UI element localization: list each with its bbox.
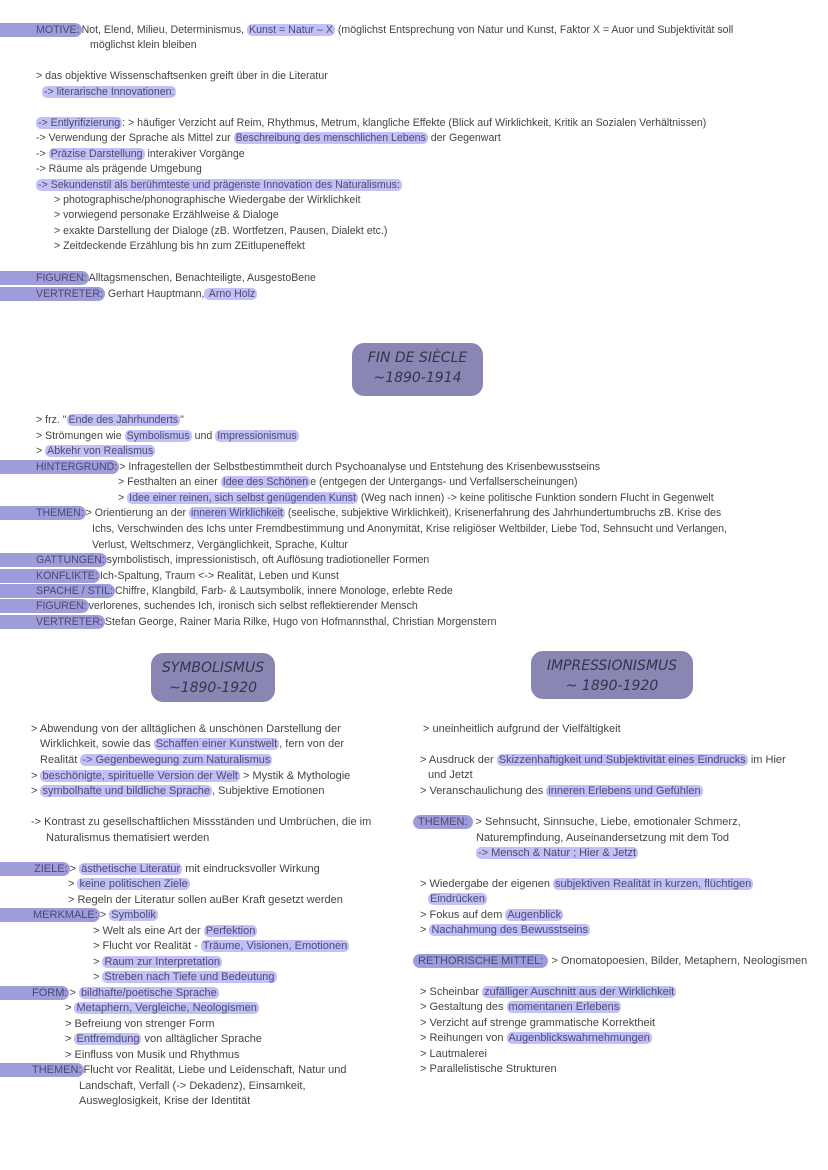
note-text: Alltagsmenschen, Benachteiligte, AusgestoBene	[88, 272, 316, 284]
highlighted-text: subjektiven Realität in kurzen, flüchtigen	[555, 878, 752, 890]
highlighted-text: -> Mensch & Natur ; Hier & Jetzt	[478, 847, 637, 859]
note-text: > Einfluss von Musik und Rhythmus	[65, 1049, 240, 1061]
note-text: , fern von der	[279, 738, 345, 750]
note-text: > Flucht vor Realität -	[93, 940, 201, 952]
note-text: Ausweglosigkeit, Krise der Identität	[79, 1095, 251, 1107]
highlighted-text: Träume, Visionen, Emotionen	[202, 940, 348, 952]
note-text: Stefan George, Rainer Maria Rilke, Hugo von Hofmannsthal, Christian Morgenstern	[104, 616, 497, 628]
note-text: > Reihungen von	[420, 1032, 507, 1044]
note-text: > Welt als eine Art der	[93, 925, 204, 937]
highlighted-text: Augenblick	[507, 909, 562, 921]
note-line	[420, 908, 563, 923]
note-text: der Gegenwart	[427, 132, 501, 144]
highlighted-text: Streben nach Tiefe und Bedeutung	[104, 971, 275, 983]
highlighted-text: momentanen Erlebens	[508, 1001, 620, 1013]
note-line	[36, 131, 501, 146]
note-text: im Hier	[747, 754, 786, 766]
note-line-gattungen	[36, 553, 429, 568]
note-line-form	[32, 986, 219, 1001]
highlighted-text: Metaphern, Vergleiche, Neologismen	[76, 1002, 257, 1014]
note-text: verlorenes, suchendes Ich, ironisch sich selbst reflektierender Mensch	[88, 600, 418, 612]
note-line	[54, 208, 279, 223]
note-text: > frz. "	[36, 414, 67, 426]
note-line	[79, 1094, 250, 1109]
highlighted-text: bildhafte/poetische Sprache	[80, 987, 217, 999]
highlighted-text: Symbolismus	[126, 430, 190, 442]
section-label: THEMEN:	[0, 506, 86, 520]
note-text: > Gestaltung des	[420, 1001, 507, 1013]
highlighted-text: Eindrücken	[430, 893, 486, 905]
highlighted-text: Idee einer reinen, sich selbst genügenden Kunst	[129, 492, 356, 504]
note-text: Gerhart Hauptmann,	[104, 288, 205, 300]
highlighted-text: Idee des Schönen	[222, 476, 309, 488]
note-line	[92, 522, 727, 537]
note-text: von alltäglicher Sprache	[141, 1033, 262, 1045]
note-line	[420, 877, 753, 892]
highlighted-text: Symbolik	[111, 909, 156, 921]
note-line	[79, 1079, 306, 1094]
section-label: HINTERGRUND:	[0, 460, 119, 474]
note-line	[476, 831, 729, 846]
note-line	[420, 923, 590, 938]
note-text: Realität	[40, 754, 81, 766]
note-line	[31, 784, 325, 799]
note-text: möglichst klein bleiben	[90, 39, 197, 51]
note-text: Naturempfindung, Auseinandersetzung mit dem Tod	[476, 832, 729, 844]
note-text: > Wiedergabe der eigenen	[420, 878, 554, 890]
section-period: ~ 1890-1920	[565, 678, 659, 694]
note-line	[93, 924, 257, 939]
note-line	[54, 239, 305, 254]
note-line	[93, 939, 349, 954]
section-label: VERTRETER:	[0, 615, 105, 629]
section-label: SPACHE / STIL:	[0, 584, 115, 598]
note-line-vertreter	[36, 615, 497, 630]
highlighted-text: Präzise Darstellung	[50, 148, 143, 160]
note-line	[93, 970, 277, 985]
section-label: GATTUNGEN:	[0, 553, 107, 567]
note-text: > vorwiegend personake Erzählweise & Dialoge	[54, 209, 279, 221]
section-label: FORM:	[0, 986, 69, 1000]
note-text: symbolistisch, impressionistisch, oft Auflösung tradiotioneller Formen	[106, 554, 430, 566]
note-line	[40, 737, 344, 752]
highlighted-text: Perfektion	[205, 925, 256, 937]
note-line	[40, 753, 272, 768]
highlighted-text: Skizzenhaftigkeit und Subjektivität eines Eindrucks	[498, 754, 746, 766]
section-label: RETHORISCHE MITTEL:	[413, 954, 548, 968]
note-line	[420, 1016, 655, 1031]
note-text: interakiver Vorgänge	[144, 148, 245, 160]
note-text: Landschaft, Verfall (-> Dekadenz), Einsamkeit,	[79, 1080, 306, 1092]
highlighted-text: Beschreibung des menschlichen Lebens	[235, 132, 426, 144]
section-title: SYMBOLISMUS	[161, 660, 265, 676]
note-line	[65, 1001, 259, 1016]
note-text: >	[31, 770, 41, 782]
highlighted-text: beschönigte, spirituelle Version der Welt	[42, 770, 238, 782]
highlighted-text: -> literarische Innovationen:	[44, 86, 175, 98]
note-line	[54, 193, 361, 208]
note-line-figuren	[36, 599, 418, 614]
note-line	[36, 162, 202, 177]
note-text: >	[93, 956, 103, 968]
note-text: >	[65, 1033, 75, 1045]
section-label: FIGUREN:	[0, 271, 89, 285]
highlighted-text: ästhetische Literatur	[81, 863, 181, 875]
note-text: und Jetzt	[428, 769, 473, 781]
section-label: FIGUREN:	[0, 599, 89, 613]
note-line-hintergrund	[36, 460, 600, 475]
highlighted-text: Raum zur Interpretation	[104, 956, 221, 968]
note-line	[36, 444, 155, 459]
section-title-symbolismus	[151, 653, 275, 702]
section-title-fin-de-siecle	[352, 343, 483, 396]
note-text: > Lautmalerei	[420, 1048, 487, 1060]
note-line-sprache-stil	[36, 584, 453, 599]
note-line	[65, 1017, 215, 1032]
section-title-impressionismus	[531, 651, 693, 699]
note-line-merkmale	[33, 908, 158, 923]
section-period: ~1890-1920	[168, 680, 258, 696]
note-line	[36, 69, 328, 84]
highlighted-text: Augenblickswahrnehmungen	[508, 1032, 650, 1044]
note-line	[36, 429, 299, 444]
highlighted-text: -> Sekundenstil als berühmteste und prägenste Innovation des Naturalismus:	[38, 179, 400, 191]
highlighted-text: Entfremdung	[76, 1033, 140, 1045]
note-text: >	[31, 785, 41, 797]
section-label: MERKMALE:	[0, 908, 100, 922]
note-line	[420, 1000, 621, 1015]
note-text: >	[36, 445, 46, 457]
note-text: > Scheinbar	[420, 986, 483, 998]
note-line	[90, 38, 197, 53]
note-line	[68, 893, 343, 908]
note-text: > das objektive Wissenschaftsenken greift über in die Literatur	[36, 70, 328, 82]
note-line	[68, 877, 190, 892]
section-label: THEMEN:	[0, 1063, 84, 1077]
highlighted-text: Schaffen einer Kunstwelt	[155, 738, 278, 750]
note-line	[423, 722, 621, 737]
note-text: Not, Elend, Milieu, Determinismus,	[81, 24, 247, 36]
note-line-konflikte	[36, 569, 339, 584]
note-line	[36, 147, 245, 162]
note-text: Ichs, Verschwinden des Ichs unter Fremdbestimmung und Anonymität, Krise religiöser Weltbilder, Liebe Tod, Sehnsucht und Verlangen,	[92, 523, 727, 535]
note-text: -> Kontrast zu gesellschaftlichen Missständen und Umbrüchen, die im	[31, 816, 372, 828]
note-text: > Festhalten an einer	[118, 476, 221, 488]
note-line	[31, 722, 341, 737]
note-line-motive	[36, 23, 733, 38]
note-text: > Fokus auf dem	[420, 909, 506, 921]
note-text: ->	[36, 148, 49, 160]
note-line	[420, 985, 676, 1000]
section-label: KONFLIKTE:	[0, 569, 100, 583]
note-line-rhetorische-mittel	[419, 954, 807, 969]
note-line	[42, 85, 176, 100]
note-line	[36, 413, 184, 428]
note-line-themen	[36, 506, 721, 521]
highlighted-text: symbolhafte und bildliche Sprache	[42, 785, 211, 797]
note-line	[420, 753, 786, 768]
note-line-themen	[419, 815, 741, 830]
highlighted-text: -> Entlyrifizierung	[38, 117, 121, 129]
note-text: > exakte Darstellung der Dialoge (zB. Wortfetzen, Pausen, Dialekt etc.)	[54, 225, 388, 237]
note-line-figuren	[36, 271, 316, 286]
note-text: > Regeln der Literatur sollen auBer Kraft gesetzt werden	[68, 894, 343, 906]
note-line	[36, 178, 402, 193]
note-line	[420, 1047, 487, 1062]
section-label: VERTRETER:	[0, 287, 105, 301]
note-line	[65, 1048, 240, 1063]
highlighted-text: inneren Erlebens und Gefühlen	[548, 785, 701, 797]
note-line	[118, 475, 578, 490]
note-line	[428, 892, 487, 907]
note-line	[428, 768, 473, 783]
note-line	[420, 1062, 557, 1077]
highlighted-text: Nachahmung des Bewusstseins	[431, 924, 589, 936]
note-text: Verlust, Weltschmerz, Vergänglichkeit, Sprache, Kultur	[92, 539, 348, 551]
highlighted-text: Abkehr von Realismus	[47, 445, 154, 457]
note-text: >	[69, 987, 79, 999]
note-line	[31, 815, 371, 830]
note-text: > uneinheitlich aufgrund der Vielfältigkeit	[423, 723, 621, 735]
note-line	[65, 1032, 262, 1047]
highlighted-text: Ende des Jahrhunderts	[68, 414, 179, 426]
note-text: > Onomatopoesien, Bilder, Metaphern, Neologismen	[548, 955, 808, 967]
note-text: > Mystik & Mythologie	[239, 770, 351, 782]
note-text: Ich-Spaltung, Traum <-> Realität, Leben und Kunst	[99, 570, 339, 582]
highlighted-text: zufälliger Auschnitt aus der Wirklichkeit	[484, 986, 675, 998]
section-title: FIN DE SIÈCLE	[367, 350, 468, 366]
note-text: > Sehnsucht, Sinnsuche, Liebe, emotionaler Schmerz,	[472, 816, 741, 828]
note-text: -> Räume als prägende Umgebung	[36, 163, 202, 175]
note-text: > Infragestellen der Selbstbestimmtheit durch Psychoanalyse und Entstehung des Krisenbewusstseins	[119, 461, 601, 473]
note-line-ziele	[34, 862, 320, 877]
note-text: mit eindrucksvoller Wirkung	[182, 863, 320, 875]
note-text: >	[69, 863, 80, 875]
note-line-themen	[32, 1063, 346, 1078]
note-line	[93, 955, 222, 970]
note-text: > Abwendung von der alltäglichen & unschönen Darstellung der	[31, 723, 341, 735]
section-label: MOTIVE:	[0, 23, 82, 37]
note-text: >	[118, 492, 128, 504]
note-text: >	[93, 971, 103, 983]
note-line	[54, 224, 387, 239]
note-text: : > häufiger Verzicht auf Reim, Rhythmus, Metrum, klangliche Effekte (Blick auf Wirklichkeit, Kritik an Sozialen Verhältnissen)	[122, 117, 707, 129]
note-line	[31, 769, 350, 784]
note-line	[92, 538, 348, 553]
note-text: > Befreiung von strenger Form	[65, 1018, 215, 1030]
note-text: >	[65, 1002, 75, 1014]
note-text: >	[99, 909, 110, 921]
note-line	[46, 831, 209, 846]
note-text: und	[191, 430, 216, 442]
note-text: "	[180, 414, 184, 426]
note-text: > Parallelistische Strukturen	[420, 1063, 557, 1075]
highlighted-text: Arno Holz	[206, 288, 256, 300]
highlighted-text: -> Gegenbewegung zum Naturalismus	[82, 754, 271, 766]
note-text: > Strömungen wie	[36, 430, 125, 442]
note-text: (Weg nach innen) -> keine politische Funktion sondern Flucht in Gegenwelt	[357, 492, 714, 504]
note-text: > Orientierung an der	[85, 507, 190, 519]
note-text: > Verzicht auf strenge grammatische Korrektheit	[420, 1017, 656, 1029]
note-text: Flucht vor Realität, Liebe und Leidenschaft, Natur und	[83, 1064, 347, 1076]
note-text: Wirklichkeit, sowie das	[40, 738, 154, 750]
note-text: > Ausdruck der	[420, 754, 497, 766]
note-text: >	[68, 878, 78, 890]
note-text: > Zeitdeckende Erzählung bis hn zum ZEitlupeneffekt	[54, 240, 305, 252]
note-line-vertreter	[36, 287, 257, 302]
note-text: -> Verwendung der Sprache als Mittel zur	[36, 132, 234, 144]
note-text: > photographische/phonographische Wiedergabe der Wirklichkeit	[54, 194, 361, 206]
highlighted-text: Impressionismus	[217, 430, 297, 442]
highlighted-text: inneren Wirklichkeit	[191, 507, 283, 519]
highlighted-text: keine politischen Ziele	[79, 878, 188, 890]
note-line	[36, 116, 706, 131]
note-line	[420, 1031, 652, 1046]
note-text: >	[420, 924, 430, 936]
section-title: IMPRESSIONISMUS	[546, 658, 678, 674]
note-text: , Subjektive Emotionen	[212, 785, 325, 797]
section-label: THEMEN:	[413, 815, 473, 829]
note-text: Chiffre, Klangbild, Farb- & Lautsymbolik, innere Monologe, erlebte Rede	[114, 585, 453, 597]
note-text: (seelische, subjektive Wirklichkeit), Krisenerfahrung des Jahrhundertumbruchs zB. Krise des	[284, 507, 722, 519]
section-label: ZIELE:	[0, 862, 70, 876]
note-text: Naturalismus thematisiert werden	[46, 832, 210, 844]
note-text: e (entgegen der Untergangs- und Verfallserscheinungen)	[310, 476, 578, 488]
section-period: ~1890-1914	[373, 370, 462, 386]
highlighted-text: Kunst = Natur – X	[249, 24, 333, 36]
note-line	[118, 491, 714, 506]
note-text: > Veranschaulichung des	[420, 785, 547, 797]
note-line	[420, 784, 703, 799]
note-line	[476, 846, 638, 861]
note-text: (möglichst Entsprechung von Natur und Kunst, Faktor X = Auor und Subjektivität soll	[334, 24, 734, 36]
